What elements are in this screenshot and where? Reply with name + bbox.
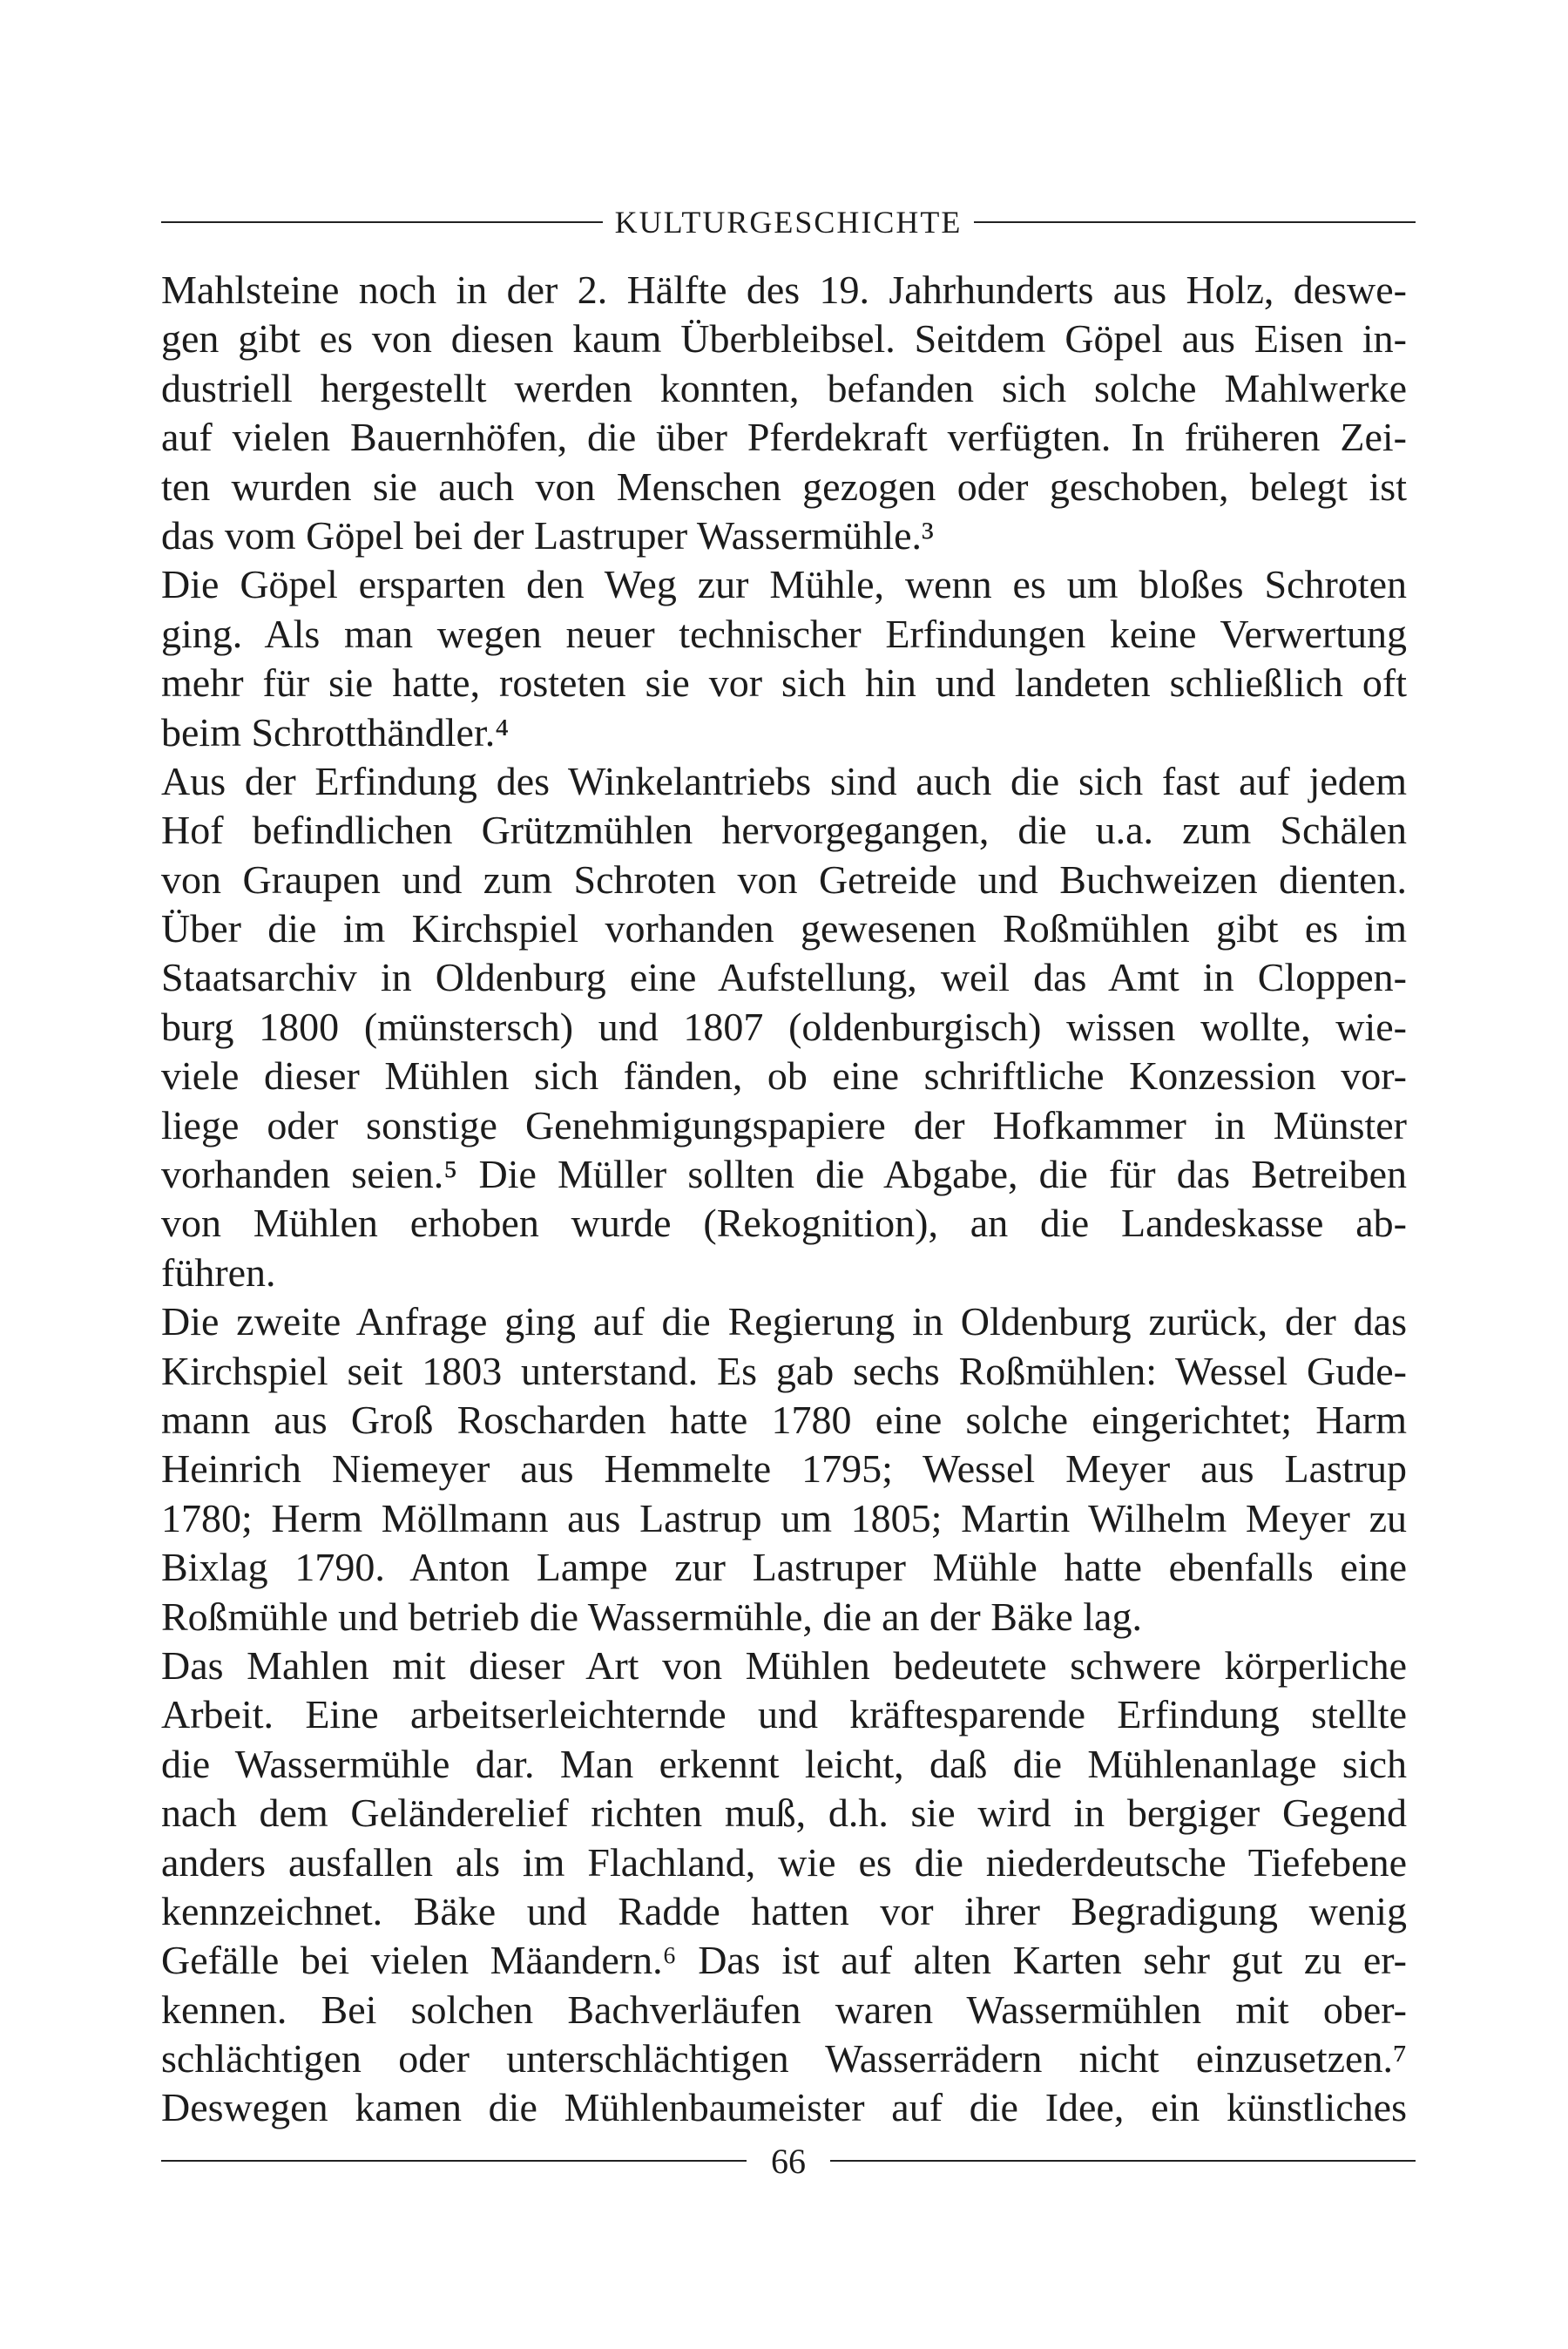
text-line: gen gibt es von diesen kaum Überbleibsel. Seitdem Göpel aus Eisen in- [161,316,1407,362]
text-line: schlächtigen oder unterschlächtigen Wasserrädern nicht einzusetzen.⁷ [161,2036,1407,2082]
text-line: Das Mahlen mit dieser Art von Mühlen bedeutete schwere körperliche [161,1642,1407,1688]
text-line: liege oder sonstige Genehmigungspapiere der Hofkammer in Münster [161,1102,1407,1147]
text-line: viele dieser Mühlen sich fänden, ob eine schriftliche Konzession vor- [161,1053,1407,1099]
text-line: mann aus Groß Roscharden hatte 1780 eine solche eingerichtet; Harm [161,1397,1407,1442]
text-line: Deswegen kamen die Mühlenbaumeister auf die Idee, ein künstliches [161,2085,1407,2130]
header-title: KULTURGESCHICHTE [614,205,963,240]
text-line: kennzeichnet. Bäke und Radde hatten vor ihrer Begradigung wenig [161,1888,1407,1933]
page-footer [161,2135,1416,2187]
text-line: Aus der Erfindung des Winkelantriebs sind auch die sich fast auf jedem [161,758,1407,803]
text-line: kennen. Bei solchen Bachverläufen waren Wassermühlen mit ober- [161,1987,1407,2032]
footer-rule-left [161,2160,747,2162]
text-line: Roßmühle und betrieb die Wassermühle, die an der Bäke lag. [161,1594,1142,1639]
text-line: beim Schrotthändler.⁴ [161,709,510,755]
text-line: Die Göpel ersparten den Weg zur Mühle, wenn es um bloßes Schroten [161,562,1407,607]
text-line: auf vielen Bauernhöfen, die über Pferdekraft verfügten. In früheren Zei- [161,415,1407,460]
text-line: anders ausfallen als im Flachland, wie es die niederdeutsche Tiefebene [161,1839,1407,1885]
text-line: die Wassermühle dar. Man erkennt leicht, daß die Mühlenanlage sich [161,1741,1407,1786]
text-line: Bixlag 1790. Anton Lampe zur Lastruper Mühle hatte ebenfalls eine [161,1545,1407,1590]
text-line: ging. Als man wegen neuer technischer Erfindungen keine Verwertung [161,611,1407,656]
text-line: Mahlsteine noch in der 2. Hälfte des 19. Jahrhunderts aus Holz, deswe- [161,267,1407,312]
header-rule-left [161,221,603,223]
text-line: von Mühlen erhoben wurde (Rekognition), an die Landeskasse ab- [161,1201,1407,1246]
text-line: Heinrich Niemeyer aus Hemmelte 1795; Wessel Meyer aus Lastrup [161,1446,1407,1492]
body-text [161,266,1407,2133]
text-line: burg 1800 (münstersch) und 1807 (oldenburgisch) wissen wollte, wie- [161,1004,1407,1049]
text-line: dustriell hergestellt werden konnten, befanden sich solche Mahlwerke [161,365,1407,410]
text-line: 1780; Herm Möllmann aus Lastrup um 1805; Martin Wilhelm Meyer zu [161,1495,1407,1540]
footer-rule-right [830,2160,1416,2162]
text-line: mehr für sie hatte, rosteten sie vor sich hin und landeten schließlich oft [161,660,1407,706]
text-line: von Graupen und zum Schroten von Getreide und Buchweizen dienten. [161,856,1407,902]
text-line: Kirchspiel seit 1803 unterstand. Es gab sechs Roßmühlen: Wessel Gude- [161,1348,1407,1393]
text-line: Staatsarchiv in Oldenburg eine Aufstellung, weil das Amt in Cloppen- [161,955,1407,1000]
page-number: 66 [771,2141,806,2181]
text-line: vorhanden seien.⁵ Die Müller sollten die Abgabe, die für das Betreiben [161,1152,1407,1197]
text-line: Gefälle bei vielen Mäandern.⁶ Das ist auf alten Karten sehr gut zu er- [161,1938,1407,1983]
text-line: Über die im Kirchspiel vorhanden gewesenen Roßmühlen gibt es im [161,906,1407,951]
text-line: Die zweite Anfrage ging auf die Regierung in Oldenburg zurück, der das [161,1299,1407,1344]
text-line: das vom Göpel bei der Lastruper Wassermühle.³ [161,512,934,558]
header-rule-right [974,221,1416,223]
text-line: ten wurden sie auch von Menschen gezogen oder geschoben, belegt ist [161,464,1407,509]
text-line: Arbeit. Eine arbeitserleichternde und kräftesparende Erfindung stellte [161,1692,1407,1737]
text-line: nach dem Geländerelief richten muß, d.h. sie wird in bergiger Gegend [161,1791,1407,1836]
text-line: Hof befindlichen Grützmühlen hervorgegangen, die u.a. zum Schälen [161,808,1407,853]
running-header [161,200,1416,244]
text-line: führen. [161,1249,276,1295]
